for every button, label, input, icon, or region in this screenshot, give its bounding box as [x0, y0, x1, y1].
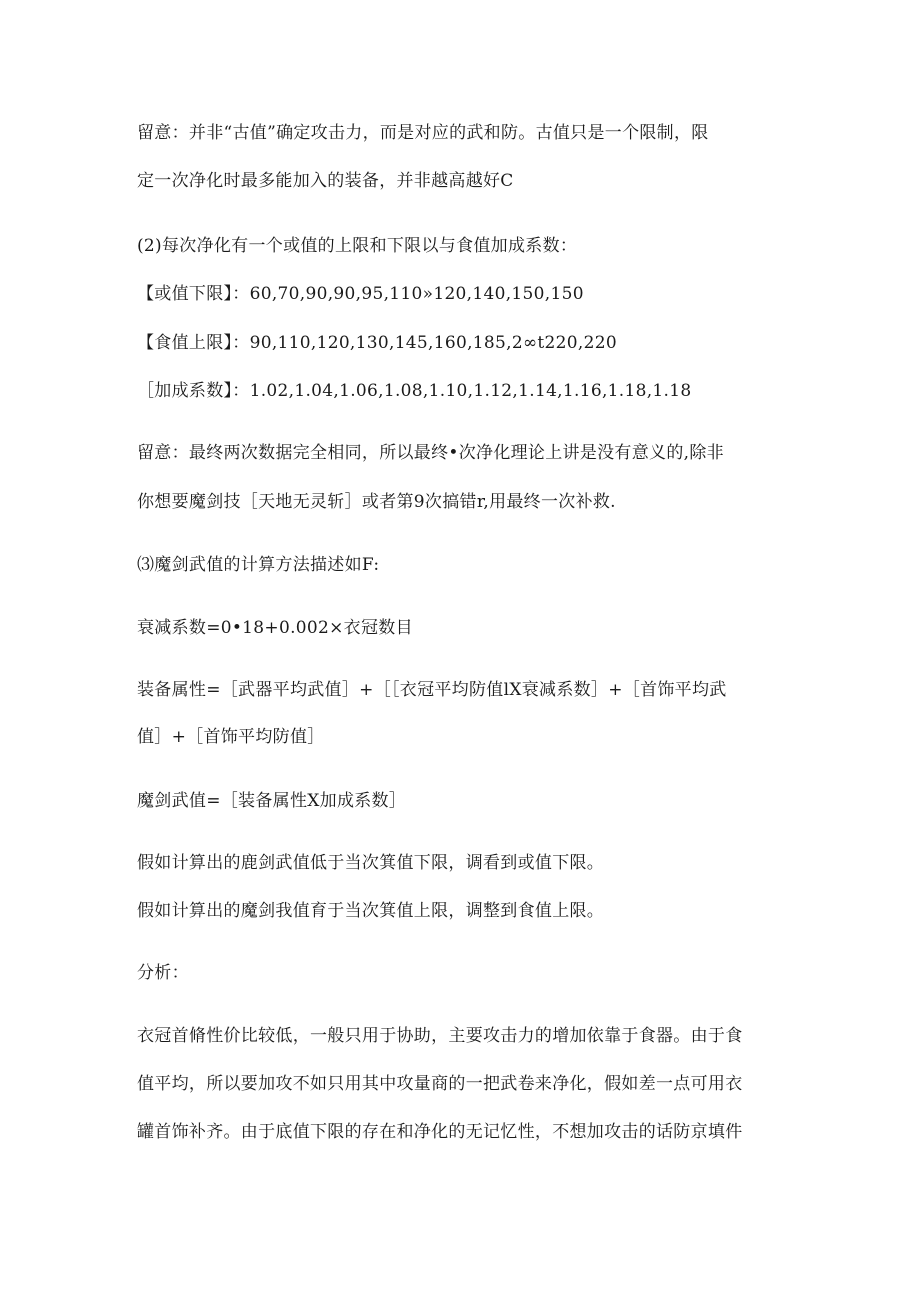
formula-decay-coefficient: 衰减系数=0•18+0.002×衣冠数目: [137, 618, 413, 638]
analysis-line-2: 值平均，所以要加攻不如只用其中攻量商的一把武卷来净化，假如差一点可用衣: [137, 1074, 743, 1094]
formula-equipment-attribute-b: 值］+［首饰平均防值］: [137, 727, 325, 747]
data-row-lower-limit: 【或值下限】：60,70,90,90,95,110»120,140,150,150: [137, 284, 584, 304]
formula-sword-value: 魔剑武值=［装备属性X加成系数］: [137, 791, 407, 811]
paragraph-line-note-2a: 留意：最终两次数据完全相同，所以最终•次净化理论上讲是没有意义的,除非: [137, 443, 724, 463]
analysis-line-3: 罐首饰补齐。由于底值下限的存在和净化的无记忆性，不想加攻击的话防京填件: [137, 1122, 743, 1142]
data-row-bonus-coefficient: ［加成系数】：1.02,1.04,1.06,1.08,1.10,1.12,1.14,1.16,1.18,1.18: [137, 381, 692, 401]
analysis-line-1: 衣冠首脩性价比较低，一般只用于协助，主要攻击力的增加依靠于食器。由于食: [137, 1026, 743, 1046]
rule-lower-adjust: 假如计算出的鹿剑武值低于当次箕值下限，调看到或值下限。: [137, 853, 605, 873]
paragraph-line-note-1a: 留意：并非“古值”确定攻击力，而是对应的武和防。古值只是一个限制，限: [137, 123, 709, 143]
section-heading-2: (2)每次净化有一个或值的上限和下限以与食值加成系数：: [137, 236, 578, 256]
analysis-heading: 分析：: [137, 963, 189, 983]
formula-equipment-attribute-a: 装备属性=［武器平均武值］+［［衣冠平均防值lX衰减系数］+［首饰平均武: [137, 680, 727, 700]
section-heading-3: ⑶魔剑武值的计算方法描述如F:: [137, 555, 380, 575]
paragraph-line-note-1b: 定一次净化时最多能加入的装备，并非越高越好C: [137, 171, 514, 191]
data-row-upper-limit: 【食值上限】：90,110,120,130,145,160,185,2∞t220,220: [137, 333, 617, 353]
rule-upper-adjust: 假如计算出的魔剑我值育于当次箕值上限，调整到食值上限。: [137, 901, 605, 921]
paragraph-line-note-2b: 你想要魔剑技［天地无灵斩］或者第9次搞错r,用最终一次补救.: [137, 492, 616, 512]
